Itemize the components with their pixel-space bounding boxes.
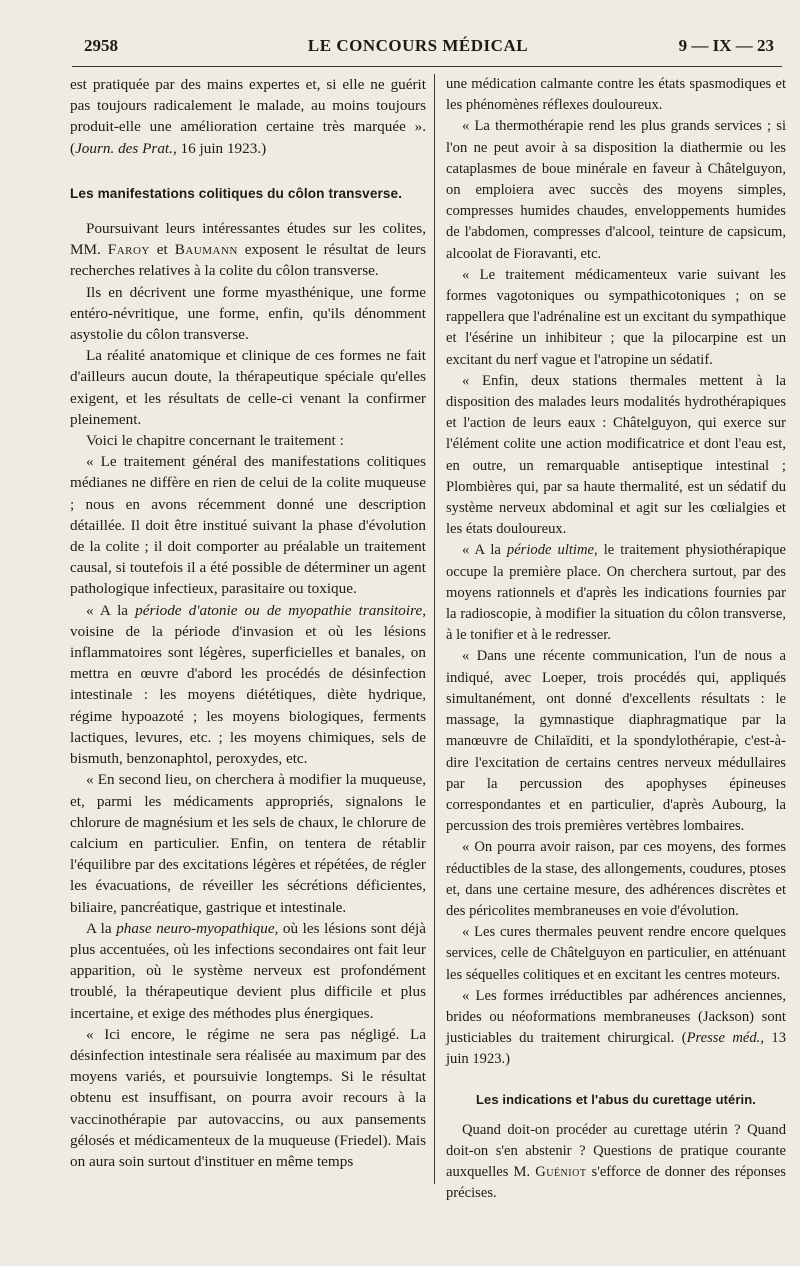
- left-column: [70, 74, 426, 1172]
- author-name: Faroy: [107, 241, 150, 259]
- page-header: [62, 36, 774, 60]
- journal-title: LE CONCOURS MÉDICAL: [307, 36, 529, 55]
- paragraph: « Le traitement général des manifestations colitiques médianes ne diffère en rien de celui de la colite muqueuse ; nous en avons récemment donné une description détaillée. Il doit être institué suivant la phase d'évolution de la colite ; il doit comporter au préalable un traitement causal, si toutefois il a été possible de déterminer un agent pathologique infectieux, parasitaire ou toxique.: [70, 453, 426, 598]
- paragraph: Ils en décrivent une forme myasthénique, une forme entéro-névritique, une forme, enfin, qu'ils dénomment asystolie du côlon transverse.: [70, 283, 426, 344]
- paragraph: « Les formes irréductibles par adhérences anciennes, brides ou néoformations membraneuses (Jackson) sont justiciables du traitement chirurgical. (Presse méd., 13 juin 1923.): [446, 987, 786, 1068]
- paragraph: « A la période ultime, le traitement physiothérapique occupe la première place. On cherchera surtout, par des moyens rationnels et d'après les indications fournies par la radioscopie, à modifier la situation du côlon transverse, à le tonifier et à le redresser.: [446, 542, 787, 644]
- page-number: 2958: [84, 36, 118, 55]
- issue-date: 9 — IX — 23: [678, 36, 774, 55]
- section-heading: Les manifestations colitiques du côlon transverse.: [70, 185, 403, 201]
- paragraph: « En second lieu, on cherchera à modifier la muqueuse, et, parmi les médicaments appropriés, signalons le chlorure de magnésium et les sels de chaux, le chlorure de calcium en particulier. Enfin, on tentera de rétablir l'équilibre par des excitations légères et répétées, de régler les évacuations, de réveiller les sécrétions déficientes, biliaire, pancréatique, gastrique et intestinale.: [70, 771, 426, 916]
- paragraph: Quand doit-on procéder au curettage utérin ? Quand doit-on s'en abstenir ? Questions de pratique courante auxquelles M. Guéniot s'efforce de donner des réponses précises.: [446, 1121, 786, 1202]
- column-divider: [434, 74, 435, 1184]
- paragraph: A la phase neuro-myopathique, où les lésions sont déjà plus accentuées, où les infections secondaires ont fait leur apparition, où le système nerveux est profondément troublé, la thérapeutique devient plus difficile et plus incertaine, et exige des méthodes plus énergiques.: [70, 919, 427, 1022]
- author-name: Guéniot: [535, 1164, 587, 1181]
- section-heading: Les indications et l'abus du curettage utérin.: [475, 1091, 757, 1107]
- paragraph: « A la période d'atonie ou de myopathie transitoire, voisine de la période d'invasion et où les lésions inflammatoires sont légères, superficielles et banales, on mettra en œuvre d'abord les procédés de désinfection intestinale : les moyens diététiques, diète hydrique, régime hypoazoté ; les moyens biologiques, ferments lactiques, levures, etc. ; les moyens chimiques, sels de bismuth, benzonaphtol, peroxydes, etc.: [70, 601, 426, 768]
- paragraph: Voici le chapitre concernant le traitement :: [86, 432, 344, 450]
- paragraph: est pratiquée par des mains expertes et, si elle ne guérit pas toujours radicalement le malade, au moins toujours produit-elle une amélioration certaine très marquée ». (Journ. des Prat., 16 juin 1923.): [70, 76, 426, 157]
- paragraph: « Dans une récente communication, l'un de nous a indiqué, avec Loeper, trois procédés qui, appliqués simultanément, ont donné d'excellents résultats : le massage, la gymnastique diaphragmatique par la manœuvre de Chilaïditi, et la spondylothérapie, c'est-à-dire l'excitation de certains centres nerveux médullaires par la percussion des apophyses épineuses correspondantes et en particulier, d'après Aubourg, la percussion des trois premières vertèbres lombaires.: [446, 648, 786, 835]
- paragraph: « Enfin, deux stations thermales mettent à la disposition des malades leurs modalités hydrothérapiques et l'action de leurs eaux : Châtelguyon, qui exerce sur l'élément colite une action modificatrice et dont l'eau est, en outre, un remarquable antiseptique intestinal ; Plombières qui, par sa haute thermalité, est un sédatif du système nerveux abdominal et agit sur les cœlialgies et les états douloureux.: [446, 372, 786, 538]
- author-name: Baumann: [174, 241, 238, 259]
- paragraph: « La thermothérapie rend les plus grands services ; si l'on ne peut avoir à sa disposition la diathermie ou les cataplasmes de boue minérale en faveur à Châtelguyon, on emploiera avec succès des moyens simples, compresses humides chaudes, enveloppements humides de l'abdomen, compresses d'alcool, teinture de capsicum, alcoolat de Fioravanti, etc.: [446, 118, 786, 262]
- right-column: [446, 74, 786, 1205]
- header-rule: [72, 66, 782, 67]
- paragraph: « On pourra avoir raison, par ces moyens, des formes réductibles de la stase, des allongements, coudures, ptoses et, dans une certaine mesure, des adhérences discrètes et des péricolites membraneuses en voie d'évolution.: [446, 839, 786, 919]
- paragraph: « Ici encore, le régime ne sera pas négligé. La désinfection intestinale sera réalisée au maximum par des moyens variés, et poursuivie longtemps. Si le résultat obtenu est insuffisant, on pourra avoir recours à la vaccinothérapie par autovaccins, ou aux pansements gélosés et médicamenteux de la muqueuse (Friedel). Mais on aura soin surtout d'instituer en même temps: [70, 1025, 426, 1170]
- paragraph: Poursuivant leurs intéressantes études sur les colites, MM. Faroy et Baumann exposent le résultat de leurs recherches relatives à la colite du côlon transverse.: [70, 220, 426, 280]
- paragraph: La réalité anatomique et clinique de ces formes ne fait d'ailleurs aucun doute, la thérapeutique spéciale qu'elles exigent, et les résultats de celle-ci venant la confirmer pleinement.: [70, 347, 426, 428]
- paragraph: « Le traitement médicamenteux varie suivant les formes vagotoniques ou sympathicotoniques ; on se rappellera que l'adrénaline est un excitant du sympathique et l'ésérine un inhibiteur ; que la pilocarpine est un excitant du nerf vague et l'atropine un sédatif.: [446, 266, 786, 368]
- paragraph: « Les cures thermales peuvent rendre encore quelques services, celle de Châtelguyon en particulier, en atténuant les séquelles colitiques et en excitant les centres moteurs.: [446, 924, 786, 983]
- paragraph: une médication calmante contre les états spasmodiques et les phénomènes réflexes douloureux.: [446, 76, 786, 114]
